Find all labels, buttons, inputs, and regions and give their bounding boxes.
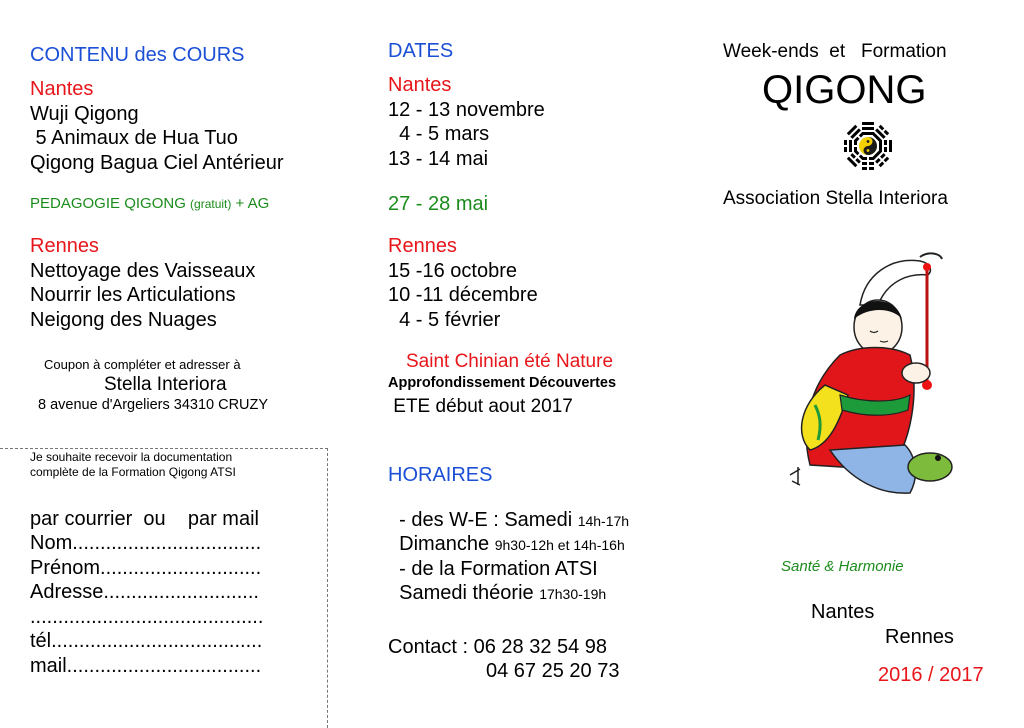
form-name-field[interactable]: Nom.................................. bbox=[30, 532, 262, 554]
date-item: 4 - 5 février bbox=[388, 309, 501, 331]
dates-rennes-title: Rennes bbox=[388, 235, 457, 257]
approfondissement: Approfondissement Découvertes bbox=[388, 375, 617, 391]
rennes-course: Nourrir les Articulations bbox=[30, 284, 236, 306]
horaire-line bbox=[388, 563, 606, 603]
horaire-time: 14h-17h bbox=[577, 513, 630, 529]
coupon-name: Stella Interiora bbox=[104, 374, 227, 395]
qigong-figure-illustration bbox=[770, 245, 970, 505]
horaire-main: Samedi théorie bbox=[399, 582, 540, 604]
date-item: 4 - 5 mars bbox=[388, 123, 490, 145]
pedagogie-line bbox=[30, 196, 269, 211]
date-item: 13 - 14 mai bbox=[388, 148, 489, 170]
date-item: 10 -11 décembre bbox=[388, 284, 538, 306]
form-delivery-choice[interactable]: par courrier ou par mail bbox=[30, 508, 259, 530]
date-item: 12 - 13 novembre bbox=[388, 99, 545, 121]
form-intro: complète de la Formation Qigong ATSI bbox=[30, 465, 236, 479]
form-intro: Je souhaite recevoir la documentation bbox=[30, 450, 233, 464]
nantes-course: Wuji Qigong bbox=[30, 103, 139, 125]
nantes-course: 5 Animaux de Hua Tuo bbox=[30, 127, 238, 149]
dates-nantes-title: Nantes bbox=[388, 74, 452, 96]
ag-label: + AG bbox=[235, 195, 270, 212]
horaire-main: - des W-E : Samedi bbox=[399, 509, 578, 531]
bagua-icon bbox=[842, 120, 894, 172]
form-mail-field[interactable]: mail................................... bbox=[30, 655, 262, 677]
contenu-heading: CONTENU des COURS bbox=[30, 44, 245, 66]
horaire-time: 17h30-19h bbox=[539, 586, 607, 602]
ete-date: ETE début aout 2017 bbox=[388, 396, 573, 417]
form-address-line2[interactable]: .......................................... bbox=[30, 606, 264, 628]
rennes-course: Nettoyage des Vaisseaux bbox=[30, 260, 256, 282]
flyer-subtitle: Week-ends et Formation bbox=[723, 41, 947, 62]
horaires-heading: HORAIRES bbox=[388, 464, 493, 486]
contact-phone-1: Contact : 06 28 32 54 98 bbox=[388, 636, 608, 658]
date-item: 15 -16 octobre bbox=[388, 260, 517, 282]
nantes-title: Nantes bbox=[30, 78, 94, 100]
city-nantes: Nantes bbox=[811, 601, 875, 623]
gratuit-label: (gratuit) bbox=[190, 197, 232, 211]
rennes-title: Rennes bbox=[30, 235, 99, 257]
city-rennes: Rennes bbox=[885, 626, 954, 648]
form-firstname-field[interactable]: Prénom............................. bbox=[30, 557, 262, 579]
flyer-title: QIGONG bbox=[762, 68, 927, 112]
season-year: 2016 / 2017 bbox=[878, 664, 984, 686]
dates-heading: DATES bbox=[388, 40, 454, 62]
horaire-main: Dimanche bbox=[399, 533, 495, 555]
sante-harmonie: Santé & Harmonie bbox=[781, 558, 904, 575]
contact-phone-2: 04 67 25 20 73 bbox=[486, 660, 620, 682]
coupon-line: Coupon à compléter et adresser à bbox=[44, 357, 241, 372]
association-name: Association Stella Interiora bbox=[723, 188, 948, 209]
horaire-time: 9h30-12h et 14h-16h bbox=[494, 537, 625, 553]
pedagogie-label: PEDAGOGIE QIGONG bbox=[30, 195, 186, 212]
form-phone-field[interactable]: tél...................................... bbox=[30, 630, 263, 652]
rennes-course: Neigong des Nuages bbox=[30, 309, 217, 331]
coupon-address: 8 avenue d'Argeliers 34310 CRUZY bbox=[38, 397, 269, 413]
pedagogie-date: 27 - 28 mai bbox=[388, 193, 489, 215]
horaire-main: - de la Formation ATSI bbox=[399, 558, 598, 580]
saint-chinian: Saint Chinian été Nature bbox=[406, 351, 614, 372]
form-address-field[interactable]: Adresse............................ bbox=[30, 581, 259, 603]
nantes-course: Qigong Bagua Ciel Antérieur bbox=[30, 152, 284, 174]
